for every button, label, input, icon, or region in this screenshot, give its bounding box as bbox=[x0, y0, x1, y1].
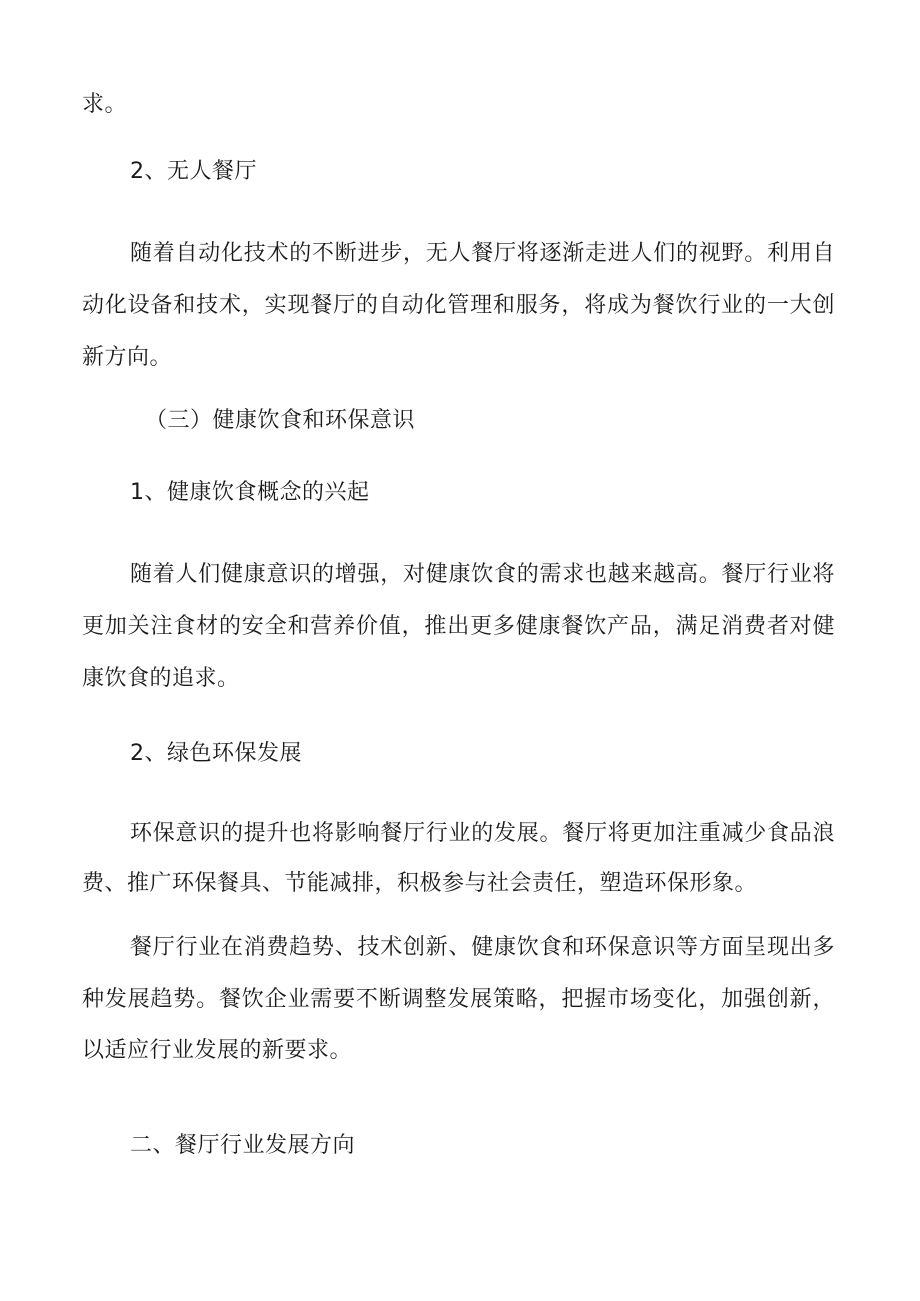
paragraph-continuation: 求。 bbox=[82, 92, 128, 117]
paragraph-line: 餐厅行业在消费趋势、技术创新、健康饮食和环保意识等方面呈现出多 bbox=[130, 935, 835, 960]
paragraph-line: 随着人们健康意识的增强，对健康饮食的需求也越来越高。餐厅行业将 bbox=[130, 562, 835, 587]
paragraph-line: 新方向。 bbox=[82, 345, 173, 370]
chapter-heading: 二、餐厅行业发展方向 bbox=[130, 1133, 356, 1158]
subheading-healthy-diet: 1、健康饮食概念的兴起 bbox=[130, 480, 370, 505]
paragraph-line: 以适应行业发展的新要求。 bbox=[82, 1038, 353, 1063]
section-heading: （三）健康饮食和环保意识 bbox=[145, 408, 416, 433]
paragraph-line: 更加关注食材的安全和营养价值，推出更多健康餐饮产品，满足消费者对健 bbox=[82, 614, 835, 639]
paragraph-line: 种发展趋势。餐饮企业需要不断调整发展策略，把握市场变化，加强创新， bbox=[82, 987, 835, 1012]
subheading-green-development: 2、绿色环保发展 bbox=[130, 741, 302, 766]
paragraph-line: 随着自动化技术的不断进步，无人餐厅将逐渐走进人们的视野。利用自 bbox=[130, 241, 835, 266]
paragraph-line: 康饮食的追求。 bbox=[82, 666, 240, 691]
paragraph-line: 费、推广环保餐具、节能减排，积极参与社会责任，塑造环保形象。 bbox=[82, 871, 758, 896]
subheading-unmanned-restaurant: 2、无人餐厅 bbox=[130, 159, 257, 184]
paragraph-line: 动化设备和技术，实现餐厅的自动化管理和服务，将成为餐饮行业的一大创 bbox=[82, 293, 835, 318]
paragraph-line: 环保意识的提升也将影响餐厅行业的发展。餐厅将更加注重减少食品浪 bbox=[130, 821, 835, 846]
